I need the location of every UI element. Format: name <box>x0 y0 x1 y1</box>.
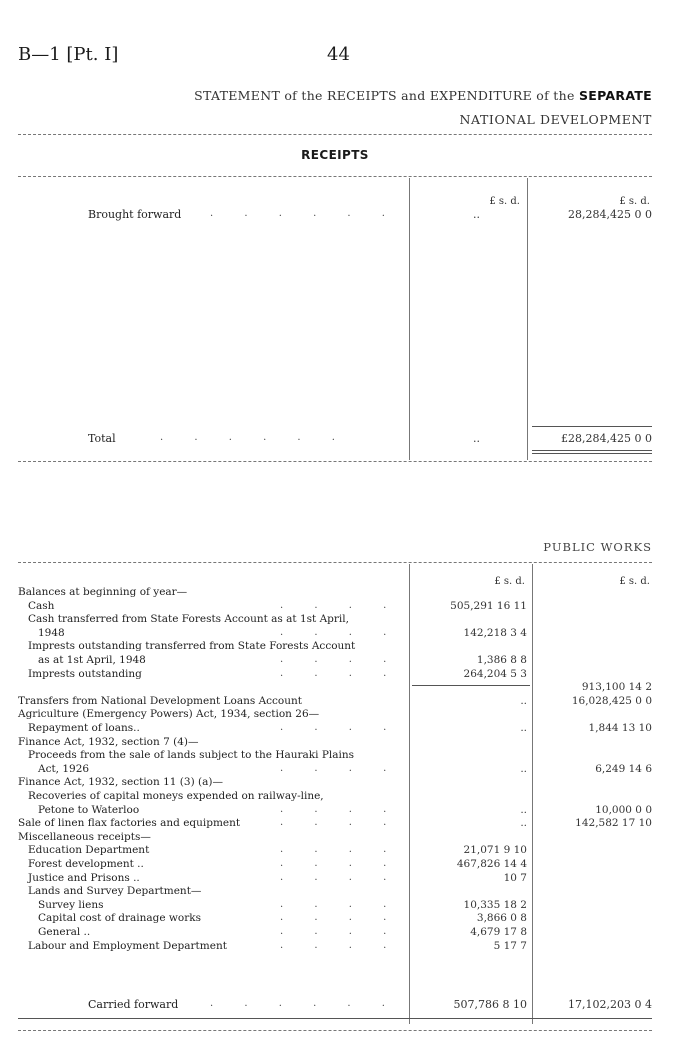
total-rule-double-1 <box>532 450 652 451</box>
leader-dots: . . . . . . <box>210 998 399 1009</box>
receipts-bottom-rule <box>18 461 652 462</box>
carried-forward-label: Carried forward <box>88 998 179 1011</box>
statement-title-line2: NATIONAL DEVELOPMENT <box>459 112 652 127</box>
public-works-row-label: Finance Act, 1932, section 7 (4)— <box>18 735 199 748</box>
leader-dots: . . . . <box>280 898 401 910</box>
public-works-inner-amount: 10 7 <box>503 871 527 884</box>
public-works-row-label: Cash transferred from State Forests Account as at 1st April, <box>28 613 349 626</box>
receipts-heading: RECEIPTS <box>301 148 369 162</box>
leader-dots: . . . . <box>280 762 401 774</box>
public-works-row-label: General .. <box>38 926 91 938</box>
public-works-row-label: Forest development .. <box>28 858 144 870</box>
public-works-inner-amount: 264,204 5 3 <box>463 667 527 680</box>
public-works-inner-amount: 21,071 9 10 <box>463 844 527 857</box>
leader-dots: . . . . <box>280 599 401 611</box>
header-divider <box>18 134 652 135</box>
public-works-inner-amount: .. <box>520 817 527 830</box>
public-works-inner-amount: 142,218 3 4 <box>463 626 527 639</box>
leader-dots: . . . . <box>280 722 401 733</box>
brought-forward-inner: .. <box>473 208 480 221</box>
public-works-outer-amount: 142,582 17 10 <box>575 817 652 830</box>
leader-dots: . . . . <box>280 654 401 665</box>
page-bottom-rule <box>18 1030 652 1031</box>
total-inner: .. <box>473 432 480 445</box>
leader-dots: . . . . <box>280 858 401 869</box>
public-works-row-label: Education Department <box>28 844 150 857</box>
public-works-row-label: Proceeds from the sale of lands subject to the Hauraki Plains <box>28 749 355 762</box>
statement-title-prefix: STATEMENT of the RECEIPTS and EXPENDITURE of the <box>194 88 579 103</box>
leader-dots: . . . . <box>280 912 401 924</box>
public-works-inner-amount: .. <box>520 694 527 707</box>
public-works-row-label: Miscellaneous receipts— <box>18 830 151 843</box>
public-works-outer-amount: 10,000 0 0 <box>595 803 652 816</box>
brought-forward-label: Brought forward <box>88 208 182 221</box>
leader-dots: . . . . <box>280 871 401 883</box>
public-works-row-label: 1948 <box>38 626 65 639</box>
public-works-row-label: Imprests outstanding <box>28 667 142 680</box>
public-works-row-label: Repayment of loans.. <box>28 722 140 734</box>
part-reference: B—1 [Pt. I] <box>18 44 119 65</box>
receipts-top-rule <box>18 176 652 177</box>
public-works-inner-amount: 4,679 17 8 <box>470 926 527 938</box>
public-works-outer-amount: 16,028,425 0 0 <box>571 694 652 707</box>
receipts-col-divider-1 <box>409 178 410 460</box>
receipts-col-inner-header: £ s. d. <box>489 196 520 207</box>
total-rule-double-2 <box>532 453 652 454</box>
public-works-row-label: Capital cost of drainage works <box>38 912 201 925</box>
public-works-outer-amount: 913,100 14 2 <box>581 681 652 694</box>
leader-dots: . . . . <box>280 926 401 937</box>
public-works-row-label: Sale of linen flax factories and equipment <box>18 817 241 830</box>
receipts-col-divider-2 <box>527 178 528 460</box>
leader-dots: . . . . <box>280 626 401 638</box>
public-works-row-label: Labour and Employment Department <box>28 939 227 952</box>
leader-dots: . . . . <box>280 817 401 829</box>
public-works-col-divider-2 <box>532 564 533 1024</box>
public-works-col-inner-header: £ s. d. <box>494 576 525 587</box>
public-works-row-label: Survey liens <box>38 898 104 911</box>
public-works-inner-amount: .. <box>520 722 527 734</box>
public-works-col-divider-1 <box>409 564 410 1024</box>
leader-dots: . . . . <box>280 939 401 951</box>
public-works-outer-amount: 6,249 14 6 <box>595 762 652 775</box>
page-number: 44 <box>327 44 350 65</box>
public-works-row-label: Act, 1926 <box>38 762 90 775</box>
public-works-row-label: Petone to Waterloo <box>38 803 140 816</box>
public-works-row-label: Imprests outstanding transferred from State Forests Account <box>28 640 356 653</box>
public-works-inner-amount: .. <box>520 762 527 775</box>
statement-title-line1 <box>194 88 652 103</box>
public-works-row-label: Lands and Survey Department— <box>28 885 202 898</box>
statement-title-bold: SEPARATE <box>578 88 652 103</box>
carried-forward-outer: 17,102,203 0 4 <box>568 998 652 1011</box>
public-works-inner-amount: 505,291 16 11 <box>450 599 527 612</box>
public-works-inner-amount: 10,335 18 2 <box>463 898 527 911</box>
public-works-inner-amount: 5 17 7 <box>493 939 527 952</box>
public-works-inner-amount: 3,866 0 8 <box>476 912 527 925</box>
public-works-inner-amount: .. <box>520 803 527 816</box>
total-label: Total <box>88 432 116 445</box>
leader-dots: . . . . . . <box>210 208 399 219</box>
public-works-inner-amount: 1,386 8 8 <box>476 654 527 666</box>
leader-dots: . . . . <box>280 803 401 815</box>
leader-dots: . . . . <box>280 667 401 679</box>
total-rule-top <box>532 426 652 427</box>
public-works-row-label: Finance Act, 1932, section 11 (3) (a)— <box>18 776 223 789</box>
public-works-col-outer-header: £ s. d. <box>619 576 650 587</box>
public-works-top-rule <box>18 562 652 563</box>
public-works-row-label: Balances at beginning of year— <box>18 586 188 598</box>
public-works-row-label: Transfers from National Development Loans Account <box>18 694 302 707</box>
public-works-row-label: as at 1st April, 1948 <box>38 654 146 666</box>
carried-forward-inner: 507,786 8 10 <box>453 998 527 1011</box>
public-works-row-label: Justice and Prisons .. <box>28 871 140 884</box>
public-works-row-label: Agriculture (Emergency Powers) Act, 1934, section 26— <box>18 708 320 721</box>
carried-forward-top-rule <box>18 1018 652 1019</box>
public-works-inner-amount: 467,826 14 4 <box>456 858 527 870</box>
public-works-row-label: Recoveries of capital moneys expended on railway-line, <box>28 790 324 802</box>
public-works-outer-amount: 1,844 13 10 <box>588 722 652 734</box>
leader-dots: . . . . . . <box>160 432 349 443</box>
subtotal-rule <box>412 685 530 686</box>
total-outer: £28,284,425 0 0 <box>561 432 652 445</box>
public-works-heading: PUBLIC WORKS <box>543 540 652 554</box>
receipts-col-outer-header: £ s. d. <box>619 196 650 207</box>
brought-forward-outer: 28,284,425 0 0 <box>568 208 652 221</box>
leader-dots: . . . . <box>280 844 401 856</box>
public-works-row-label: Cash <box>28 599 55 612</box>
